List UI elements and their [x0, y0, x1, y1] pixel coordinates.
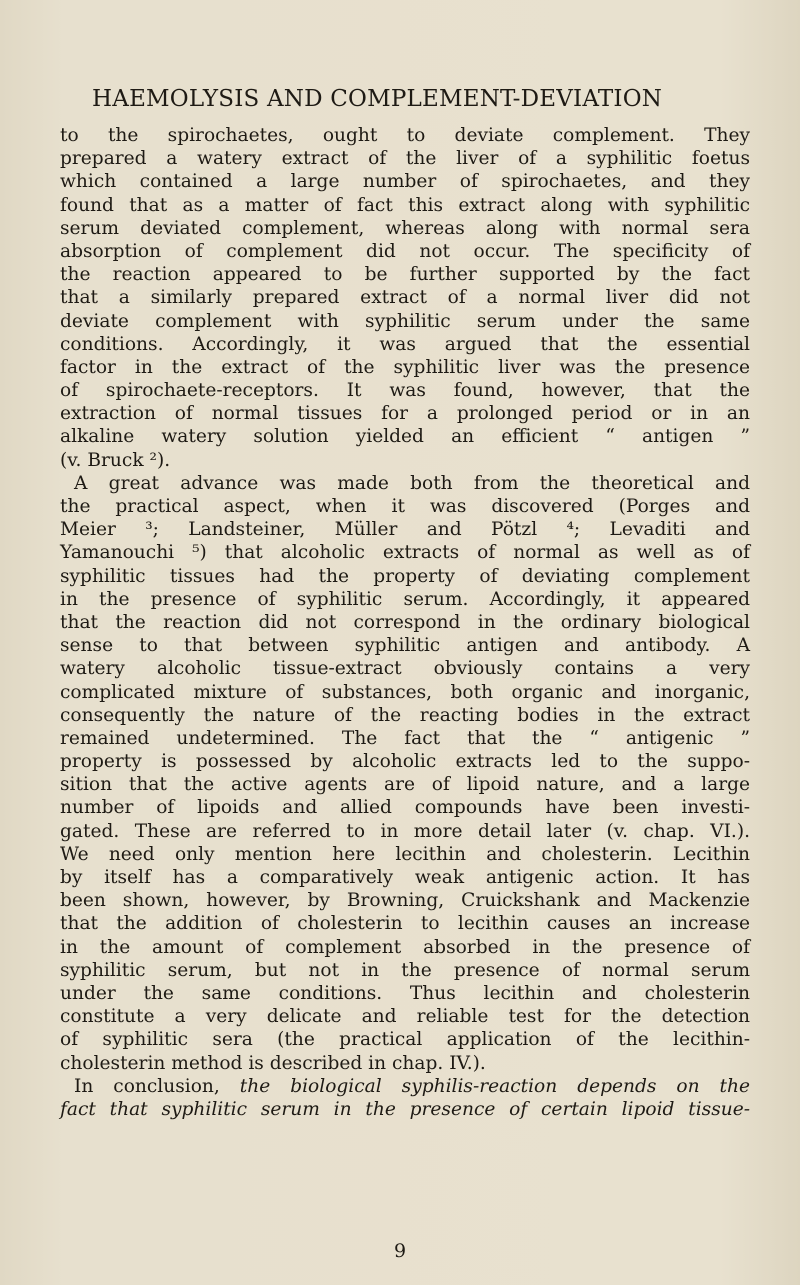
- text-line: the practical aspect, when it was discovered (Porges and: [60, 496, 750, 517]
- text-line: the reaction appeared to be further supported by the fact: [60, 264, 750, 286]
- text-line: complicated mixture of substances, both organic and inorganic,: [60, 681, 750, 703]
- text-line: (v. Bruck ²).: [60, 449, 171, 471]
- text-roman: In conclusion,: [74, 1075, 220, 1097]
- text-line: syphilitic serum, but not in the presence of normal serum: [60, 959, 750, 981]
- text-line: consequently the nature of the reacting bodies in the extract: [60, 704, 750, 726]
- text-line: extraction of normal tissues for a prolonged period or in an: [60, 403, 750, 425]
- text-line: which contained a large number of spirochaetes, and they: [60, 171, 750, 193]
- text-line: sense to that between syphilitic antigen and antibody. A: [60, 635, 750, 657]
- text-line: constitute a very delicate and reliable test for the detection: [60, 1006, 750, 1028]
- text-line: conditions. Accordingly, it was argued that the essential: [60, 333, 750, 355]
- text-line: Meier ³; Landsteiner, Müller and Pötzl ⁴; Levaditi and: [60, 519, 750, 541]
- text-line: under the same conditions. Thus lecithin and cholesterin: [60, 982, 750, 1004]
- text-italic: the biological syphilis-reaction depends on the: [239, 1075, 751, 1097]
- text-line: prepared a watery extract of the liver of a syphilitic foetus: [60, 148, 750, 170]
- text-line-mixed: [60, 1075, 750, 1098]
- text-line: been shown, however, by Browning, Cruickshank and Mackenzie: [60, 890, 750, 912]
- text-line: that the reaction did not correspond in the ordinary biological: [60, 611, 750, 633]
- running-head: HAEMOLYSIS AND COMPLEMENT-DEVIATION: [92, 86, 663, 112]
- text-line: to the spirochaetes, ought to deviate complement. They: [60, 125, 750, 146]
- text-line: sition that the active agents are of lipoid nature, and a large: [60, 774, 750, 796]
- text-line: that the addition of cholesterin to lecithin causes an increase: [60, 913, 750, 935]
- text-line: found that as a matter of fact this extract along with syphilitic: [60, 194, 750, 216]
- text-line: of syphilitic sera (the practical application of the lecithin-: [60, 1029, 750, 1051]
- body-text: [60, 124, 750, 1121]
- text-line: in the amount of complement absorbed in the presence of: [60, 936, 750, 958]
- text-line: property is possessed by alcoholic extracts led to the suppo-: [60, 751, 750, 773]
- text-line: watery alcoholic tissue-extract obviously contains a very: [60, 658, 750, 680]
- text-line-italic: fact that syphilitic serum in the presence of certain lipoid tissue-: [60, 1098, 750, 1120]
- text-line: that a similarly prepared extract of a normal liver did not: [60, 287, 750, 309]
- page-number: 9: [393, 1240, 407, 1262]
- text-line: factor in the extract of the syphilitic liver was the presence: [60, 356, 750, 378]
- text-line: alkaline watery solution yielded an efficient “ antigen ”: [60, 426, 750, 448]
- text-line: A great advance was made both from the theoretical and: [74, 472, 750, 494]
- text-line: We need only mention here lecithin and cholesterin. Lecithin: [60, 843, 750, 865]
- text-line: number of lipoids and allied compounds have been investi-: [60, 797, 750, 819]
- text-line: serum deviated complement, whereas along with normal sera: [60, 217, 750, 239]
- text-line: cholesterin method is described in chap. IV.).: [60, 1052, 486, 1074]
- text-line: by itself has a comparatively weak antigenic action. It has: [60, 867, 750, 888]
- text-line: deviate complement with syphilitic serum under the same: [60, 310, 750, 332]
- text-line: gated. These are referred to in more detail later (v. chap. VI.).: [60, 820, 750, 842]
- text-line: remained undetermined. The fact that the “ antigenic ”: [60, 727, 750, 749]
- text-line: Yamanouchi ⁵) that alcoholic extracts of normal as well as of: [60, 542, 750, 564]
- text-line: syphilitic tissues had the property of deviating complement: [60, 565, 750, 587]
- text-line: absorption of complement did not occur. The specificity of: [60, 240, 750, 262]
- text-line: in the presence of syphilitic serum. Accordingly, it appeared: [60, 588, 750, 610]
- text-line: of spirochaete-receptors. It was found, however, that the: [60, 380, 750, 402]
